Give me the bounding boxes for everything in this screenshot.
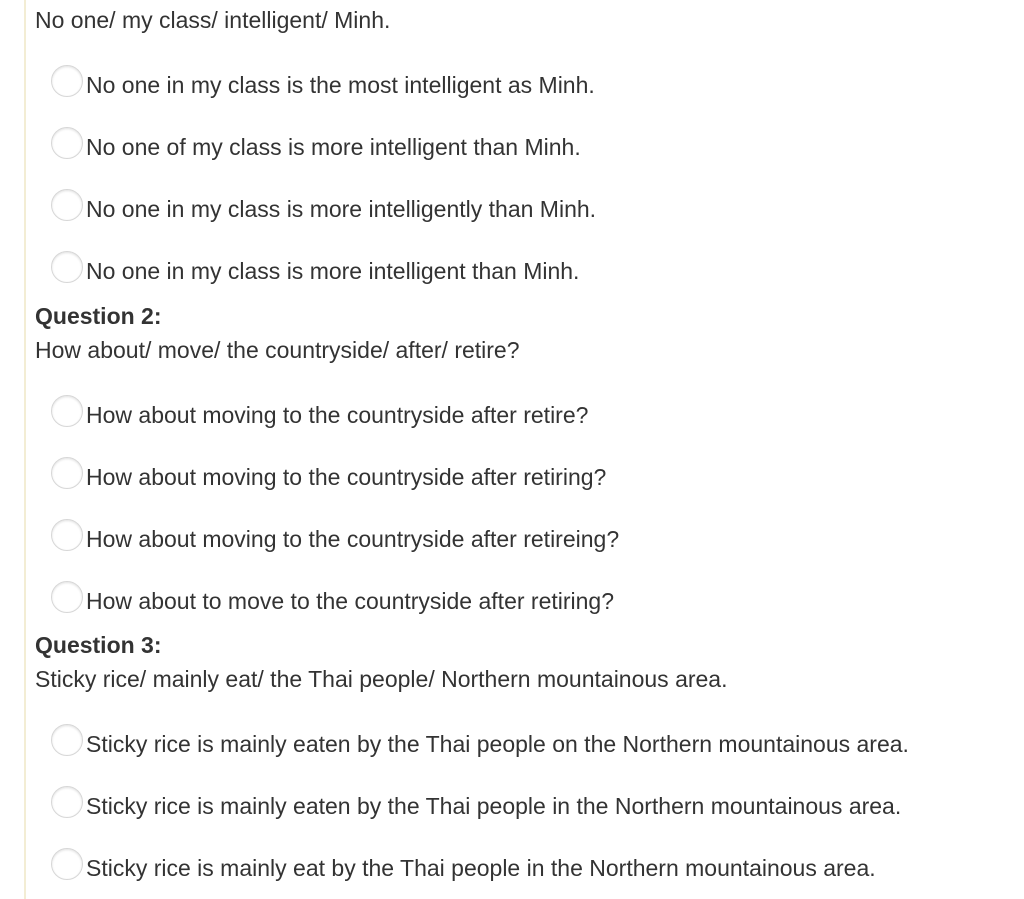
option-label: How about moving to the countryside after retiring?	[86, 464, 607, 490]
radio-button[interactable]	[51, 457, 83, 489]
question-1-option-a[interactable]	[35, 54, 1020, 116]
question-3-option-a[interactable]	[35, 713, 1020, 775]
question-2-prompt: How about/ move/ the countryside/ after/ retire?	[35, 337, 520, 363]
question-1	[35, 6, 1020, 302]
question-3-prompt: Sticky rice/ mainly eat/ the Thai people/ Northern mountainous area.	[35, 666, 728, 692]
option-label: How about moving to the countryside after retireing?	[86, 526, 620, 552]
question-3	[35, 631, 1020, 899]
option-label: Sticky rice is mainly eaten by the Thai people in the Northern mountainous area.	[86, 793, 902, 819]
question-1-option-c[interactable]	[35, 178, 1020, 240]
option-label: No one in my class is more intelligent than Minh.	[86, 258, 580, 284]
radio-button[interactable]	[51, 395, 83, 427]
question-3-option-c[interactable]	[35, 837, 1020, 899]
question-1-option-b[interactable]	[35, 116, 1020, 178]
question-2-heading: Question 2:	[35, 303, 162, 329]
radio-button[interactable]	[51, 848, 83, 880]
question-1-options	[35, 54, 1020, 302]
radio-button[interactable]	[51, 724, 83, 756]
question-3-option-b[interactable]	[35, 775, 1020, 837]
option-label: No one in my class is more intelligently than Minh.	[86, 196, 597, 222]
radio-button[interactable]	[51, 786, 83, 818]
question-2-option-c[interactable]	[35, 508, 1020, 570]
question-2-options	[35, 384, 1020, 632]
option-label: No one in my class is the most intelligent as Minh.	[86, 72, 595, 98]
radio-button[interactable]	[51, 519, 83, 551]
question-2	[35, 302, 1020, 632]
left-border	[24, 0, 26, 899]
question-2-option-b[interactable]	[35, 446, 1020, 508]
radio-button[interactable]	[51, 127, 83, 159]
option-label: How about to move to the countryside after retiring?	[86, 588, 615, 614]
question-3-options	[35, 713, 1020, 899]
radio-button[interactable]	[51, 251, 83, 283]
radio-button[interactable]	[51, 581, 83, 613]
question-3-heading: Question 3:	[35, 632, 162, 658]
option-label: Sticky rice is mainly eaten by the Thai people on the Northern mountainous area.	[86, 731, 909, 757]
option-label: Sticky rice is mainly eat by the Thai people in the Northern mountainous area.	[86, 855, 876, 881]
question-2-option-a[interactable]	[35, 384, 1020, 446]
option-label: No one of my class is more intelligent than Minh.	[86, 134, 581, 160]
option-label: How about moving to the countryside after retire?	[86, 402, 589, 428]
radio-button[interactable]	[51, 65, 83, 97]
radio-button[interactable]	[51, 189, 83, 221]
question-1-prompt: No one/ my class/ intelligent/ Minh.	[35, 7, 391, 33]
question-2-option-d[interactable]	[35, 570, 1020, 632]
question-1-option-d[interactable]	[35, 240, 1020, 302]
